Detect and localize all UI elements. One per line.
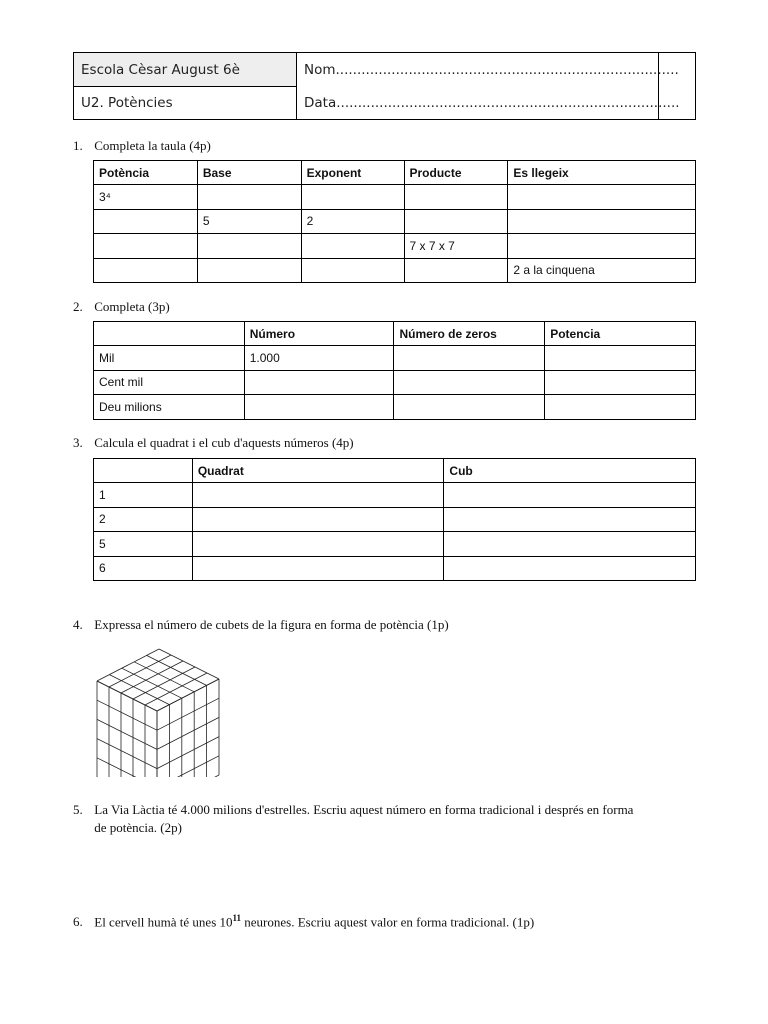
table-cell[interactable] bbox=[404, 185, 508, 209]
table-cell[interactable]: 3⁴ bbox=[94, 185, 198, 209]
table-row bbox=[94, 258, 696, 282]
table-cell[interactable] bbox=[192, 556, 444, 580]
cube-edge bbox=[97, 758, 157, 777]
question-4 bbox=[73, 617, 449, 633]
cube-edge bbox=[145, 673, 207, 705]
table-row bbox=[94, 556, 696, 580]
row-label: 6 bbox=[94, 556, 193, 580]
table-cell[interactable] bbox=[197, 185, 301, 209]
header-cell: Quadrat bbox=[192, 459, 444, 483]
row-label: 5 bbox=[94, 532, 193, 556]
header-cell: Cub bbox=[444, 459, 696, 483]
question-text: Completa (3p) bbox=[94, 299, 170, 314]
cube-edge bbox=[147, 655, 207, 685]
cube-edge bbox=[97, 700, 157, 730]
question-text: La Via Làctia té 4.000 milions d'estrelles. Escriu aquest número en forma tradicional i després en forma bbox=[94, 802, 634, 817]
table-cell[interactable] bbox=[444, 556, 696, 580]
question-number: 4. bbox=[73, 617, 83, 632]
header-cell: Base bbox=[197, 161, 301, 185]
table-row bbox=[94, 483, 696, 507]
question-number: 1. bbox=[73, 138, 83, 153]
table-cell[interactable] bbox=[244, 370, 394, 394]
zeros-table bbox=[93, 321, 696, 420]
table-cell[interactable] bbox=[508, 209, 696, 233]
cube-edge bbox=[109, 655, 171, 687]
table-cell[interactable] bbox=[94, 258, 198, 282]
question-5 bbox=[73, 801, 633, 837]
question-number: 2. bbox=[73, 299, 83, 314]
cube-edge bbox=[157, 756, 219, 777]
grade-box[interactable] bbox=[659, 53, 695, 119]
header-cell: Potencia bbox=[545, 322, 696, 346]
header-cell: Número de zeros bbox=[394, 322, 545, 346]
question-text-continued: de potència. (2p) bbox=[94, 820, 182, 835]
table-row bbox=[94, 532, 696, 556]
table-cell[interactable]: 2 a la cinquena bbox=[508, 258, 696, 282]
cube-edge bbox=[121, 661, 183, 693]
cube-edge bbox=[97, 681, 157, 711]
question-3 bbox=[73, 435, 354, 451]
powers-table bbox=[93, 160, 696, 283]
table-cell[interactable] bbox=[192, 483, 444, 507]
header-cell: Es llegeix bbox=[508, 161, 696, 185]
cube-figure bbox=[95, 645, 220, 777]
table-cell[interactable] bbox=[394, 395, 545, 419]
table-row bbox=[94, 507, 696, 531]
table-row bbox=[94, 234, 696, 258]
cube-edge bbox=[97, 719, 157, 749]
question-number: 5. bbox=[73, 802, 83, 817]
table-cell[interactable] bbox=[394, 346, 545, 370]
cube-edge bbox=[97, 649, 159, 681]
header-cell: Potència bbox=[94, 161, 198, 185]
question-number: 3. bbox=[73, 435, 83, 450]
question-1 bbox=[73, 138, 211, 154]
table-cell[interactable] bbox=[192, 507, 444, 531]
table-row bbox=[94, 209, 696, 233]
exponent: 11 bbox=[232, 913, 242, 923]
cube-edge bbox=[157, 679, 219, 711]
table-cell[interactable] bbox=[444, 532, 696, 556]
table-cell[interactable] bbox=[404, 209, 508, 233]
cube-edge bbox=[97, 739, 157, 769]
table-cell[interactable] bbox=[301, 258, 404, 282]
table-cell[interactable] bbox=[244, 395, 394, 419]
table-cell[interactable]: 2 bbox=[301, 209, 404, 233]
table-cell[interactable] bbox=[192, 532, 444, 556]
header-cell: Exponent bbox=[301, 161, 404, 185]
cube-edge bbox=[134, 662, 194, 692]
table-cell[interactable] bbox=[508, 185, 696, 209]
header-cell bbox=[94, 322, 245, 346]
question-text: El cervell humà té unes 10 bbox=[94, 914, 233, 930]
cube-edge bbox=[133, 667, 195, 699]
question-text: Expressa el número de cubets de la figura en forma de potència (1p) bbox=[94, 617, 449, 632]
question-2 bbox=[73, 299, 170, 315]
row-label: Mil bbox=[94, 346, 245, 370]
cube-edge bbox=[157, 737, 219, 769]
table-cell[interactable] bbox=[197, 234, 301, 258]
table-cell[interactable]: 5 bbox=[197, 209, 301, 233]
table-cell[interactable] bbox=[94, 234, 198, 258]
question-text: Completa la taula (4p) bbox=[94, 138, 211, 153]
table-cell[interactable] bbox=[508, 234, 696, 258]
table-cell[interactable] bbox=[444, 507, 696, 531]
row-label: Deu milions bbox=[94, 395, 245, 419]
row-label: Cent mil bbox=[94, 370, 245, 394]
row-label: 1 bbox=[94, 483, 193, 507]
header-cell bbox=[94, 459, 193, 483]
question-text: Calcula el quadrat i el cub d'aquests números (4p) bbox=[94, 435, 354, 450]
table-cell[interactable] bbox=[394, 370, 545, 394]
table-cell[interactable] bbox=[444, 483, 696, 507]
table-cell[interactable] bbox=[94, 209, 198, 233]
header-cell: Producte bbox=[404, 161, 508, 185]
square-cube-table bbox=[93, 458, 696, 581]
question-number: 6. bbox=[73, 914, 83, 930]
cube-edge bbox=[159, 649, 219, 679]
school-name: Escola Cèsar August 6è bbox=[74, 53, 297, 87]
cube-edge bbox=[157, 775, 219, 777]
table-row bbox=[94, 346, 696, 370]
cube-edge bbox=[122, 668, 182, 698]
header-box bbox=[73, 52, 696, 120]
question-6 bbox=[73, 913, 534, 930]
table-cell[interactable]: 1.000 bbox=[244, 346, 394, 370]
name-field[interactable]: Nom................................................................................ bbox=[297, 53, 659, 87]
date-field[interactable]: Data................................................................................ bbox=[297, 87, 659, 120]
table-cell[interactable] bbox=[404, 258, 508, 282]
table-cell[interactable] bbox=[301, 234, 404, 258]
table-cell[interactable] bbox=[197, 258, 301, 282]
table-row bbox=[94, 395, 696, 419]
table-cell[interactable] bbox=[301, 185, 404, 209]
question-text-after: neurones. Escriu aquest valor en forma tradicional. (1p) bbox=[241, 914, 535, 930]
table-cell[interactable] bbox=[545, 370, 696, 394]
header-cell: Número bbox=[244, 322, 394, 346]
unit-title: U2. Potències bbox=[74, 87, 297, 120]
table-cell[interactable] bbox=[545, 395, 696, 419]
table-cell[interactable] bbox=[545, 346, 696, 370]
cube-edge bbox=[157, 717, 219, 749]
row-label: 2 bbox=[94, 507, 193, 531]
cube-edge bbox=[109, 675, 169, 705]
table-cell[interactable]: 7 x 7 x 7 bbox=[404, 234, 508, 258]
table-row bbox=[94, 370, 696, 394]
table-row bbox=[94, 185, 696, 209]
